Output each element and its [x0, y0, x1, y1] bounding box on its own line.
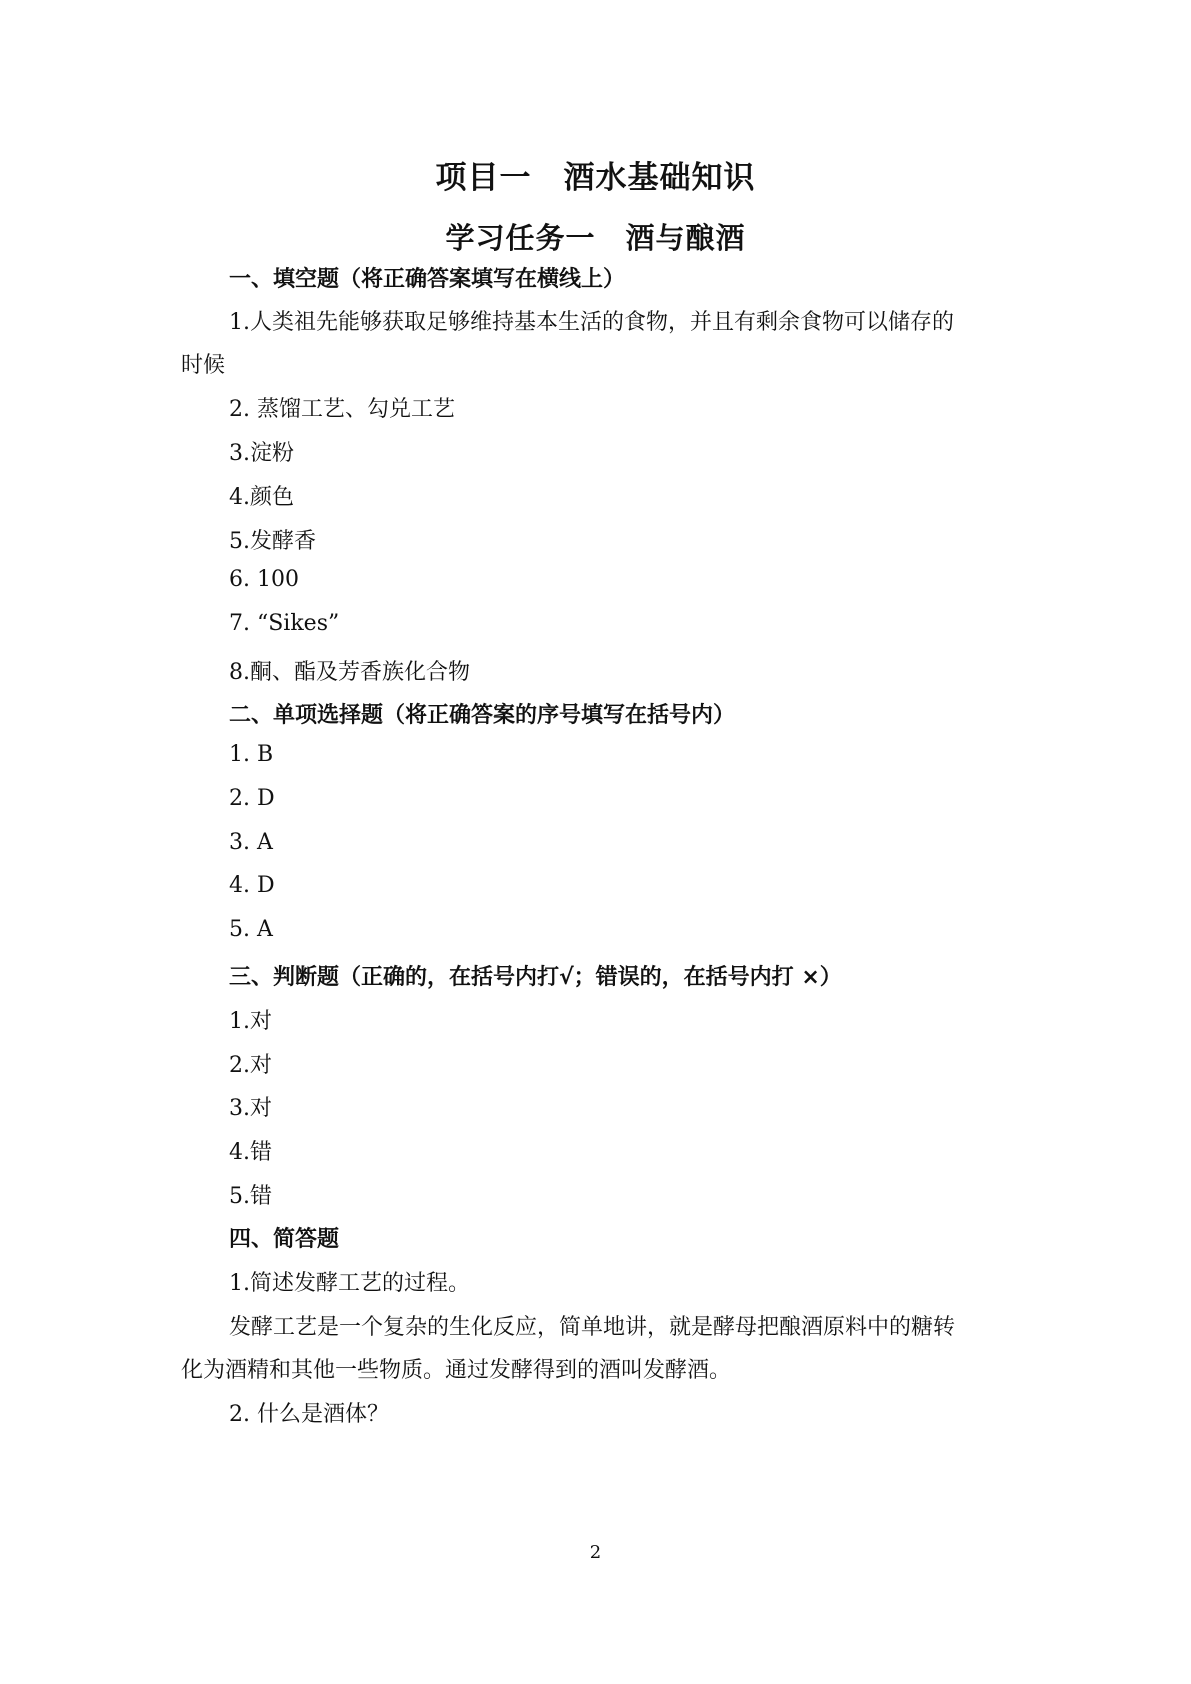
fill-blank-item-2: 2. 蒸馏工艺、勾兑工艺 — [229, 397, 455, 422]
document-title: 项目一 酒水基础知识 — [435, 160, 756, 196]
short-answer-answer-1-line-1: 发酵工艺是一个复杂的生化反应，简单地讲，就是酵母把酿酒原料中的糖转 — [229, 1315, 956, 1340]
true-false-item-5: 5.错 — [229, 1184, 272, 1209]
single-choice-item-2: 2. D — [229, 786, 275, 811]
true-false-item-1: 1.对 — [229, 1009, 272, 1034]
fill-blank-item-3: 3.淀粉 — [229, 441, 294, 466]
fill-blank-item-7: 7. “Sikes” — [229, 611, 340, 636]
short-answer-question-2: 2. 什么是酒体？ — [229, 1402, 389, 1427]
single-choice-item-4: 4. D — [229, 873, 275, 898]
short-answer-answer-1-line-2: 化为酒精和其他一些物质。通过发酵得到的酒叫发酵酒。 — [181, 1358, 732, 1383]
single-choice-item-1: 1. B — [229, 742, 274, 767]
single-choice-item-3: 3. A — [229, 830, 273, 855]
fill-blank-item-1: 1.人类祖先能够获取足够维持基本生活的食物，并且有剩余食物可以储存的 — [229, 310, 954, 335]
section-heading-single-choice: 二、单项选择题（将正确答案的序号填写在括号内） — [229, 703, 736, 728]
section-heading-fill-blank: 一、填空题（将正确答案填写在横线上） — [229, 267, 626, 292]
single-choice-item-5: 5. A — [229, 917, 273, 942]
true-false-item-4: 4.错 — [229, 1140, 272, 1165]
section-heading-short-answer: 四、简答题 — [229, 1227, 340, 1252]
fill-blank-item-4: 4.颜色 — [229, 485, 294, 510]
fill-blank-item-1-continued: 时候 — [181, 353, 226, 378]
section-heading-true-false: 三、判断题（正确的，在括号内打√；错误的，在括号内打 ×） — [229, 965, 842, 990]
true-false-item-3: 3.对 — [229, 1096, 272, 1121]
document-subtitle: 学习任务一 酒与酿酒 — [445, 221, 746, 255]
page-number: 2 — [589, 1542, 602, 1563]
true-false-item-2: 2.对 — [229, 1053, 272, 1078]
fill-blank-item-8: 8.酮、酯及芳香族化合物 — [229, 660, 470, 685]
fill-blank-item-5: 5.发酵香 — [229, 529, 316, 554]
fill-blank-item-6: 6. 100 — [229, 567, 299, 592]
short-answer-question-1: 1.简述发酵工艺的过程。 — [229, 1271, 470, 1296]
